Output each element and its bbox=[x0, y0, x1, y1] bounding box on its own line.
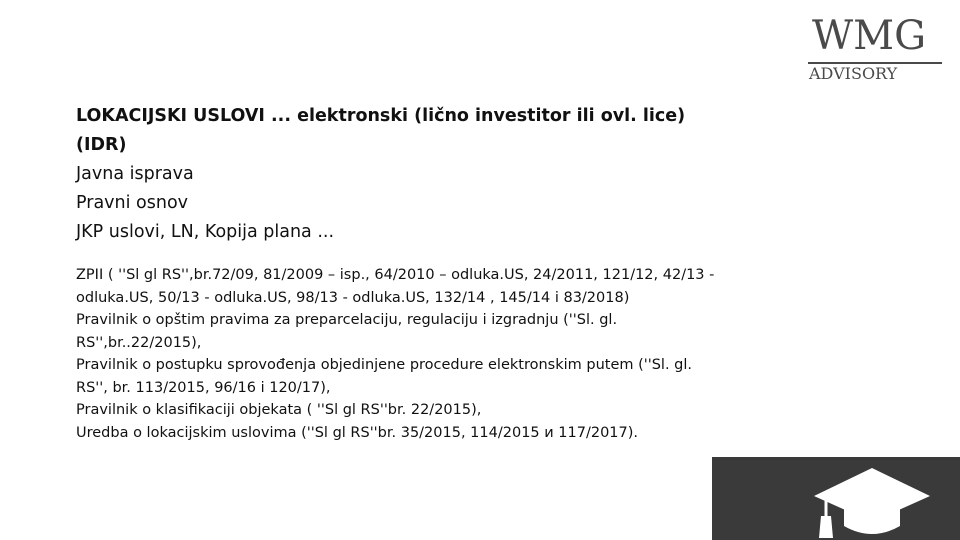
law-line: RS'', br. 113/2015, 96/16 i 120/17), bbox=[76, 379, 331, 396]
heading-line-1: LOKACIJSKI USLOVI ... elektronski (lično investitor ili ovl. lice) bbox=[76, 106, 686, 126]
main-text-block bbox=[76, 102, 776, 247]
law-line: Pravilnik o klasifikaciji objekata ( ''Sl gl RS''br. 22/2015), bbox=[76, 402, 482, 418]
body-line-javna-isprava: Javna isprava bbox=[76, 164, 194, 184]
law-line: Pravilnik o postupku sprovođenja objedinjene procedure elektronskim putem (''Sl. gl. bbox=[76, 357, 693, 373]
heading-line-2: (IDR) bbox=[76, 135, 127, 155]
wmg-advisory-logo bbox=[806, 13, 944, 83]
logo-wordmark: WMG bbox=[812, 13, 927, 59]
law-line: Uredba o lokacijskim uslovima (''Sl gl RS''br. 35/2015, 114/2015 и 117/2017). bbox=[76, 424, 639, 441]
law-line: RS'',br..22/2015), bbox=[76, 334, 202, 351]
body-line-jkp-uslovi: JKP uslovi, LN, Kopija plana ... bbox=[76, 222, 335, 242]
law-line: Pravilnik o opštim pravima za preparcelaciju, regulaciju i izgradnju (''Sl. gl. bbox=[76, 312, 618, 328]
graduation-cap-icon bbox=[812, 466, 932, 540]
body-line-pravni-osnov: Pravni osnov bbox=[76, 193, 189, 213]
logo-subtitle: ADVISORY bbox=[809, 64, 898, 83]
laws-list bbox=[76, 264, 796, 444]
law-line: ZPII ( ''Sl gl RS'',br.72/09, 81/2009 – isp., 64/2010 – odluka.US, 24/2011, 121/12, 42/13 - bbox=[76, 267, 715, 283]
law-line: odluka.US, 50/13 - odluka.US, 98/13 - odluka.US, 132/14 , 145/14 i 83/2018) bbox=[76, 289, 630, 306]
